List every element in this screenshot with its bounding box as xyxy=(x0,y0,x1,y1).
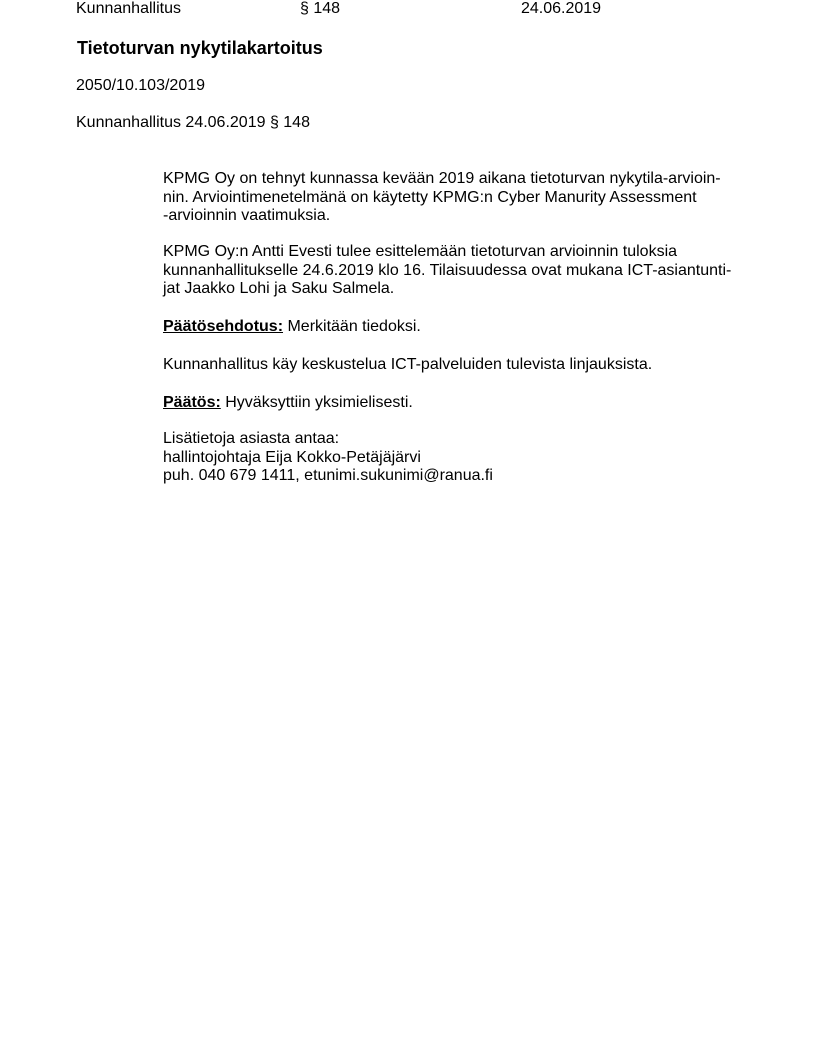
decision-text: Hyväksyttiin yksimielisesti. xyxy=(220,394,413,411)
meeting-reference: Kunnanhallitus 24.06.2019 § 148 xyxy=(76,114,310,131)
paragraph-line: kunnanhallitukselle 24.6.2019 klo 16. Tilaisuudessa ovat mukana ICT-asiantunti- xyxy=(163,261,732,279)
paragraph-line: KPMG Oy on tehnyt kunnassa kevään 2019 aikana tietoturvan nykytila-arvioin- xyxy=(163,170,721,187)
paragraph-presentation xyxy=(163,243,743,299)
contact-line: hallintojohtaja Eija Kokko-Petäjäjärvi xyxy=(163,448,421,466)
diary-number: 2050/10.103/2019 xyxy=(76,77,206,94)
decision-label: Päätös: xyxy=(163,394,221,411)
document-title: Tietoturvan nykytilakartoitus xyxy=(77,38,323,58)
decision-paragraph xyxy=(163,394,743,413)
header-paragraph: § 148 xyxy=(300,0,341,17)
contact-line: puh. 040 679 1411, etunimi.sukunimi@ranua.fi xyxy=(163,467,493,484)
paragraph-line: jat Jaakko Lohi ja Saku Salmela. xyxy=(163,280,395,297)
paragraph-line: -arvioinnin vaatimuksia. xyxy=(163,207,331,224)
header-date: 24.06.2019 xyxy=(521,0,602,17)
header-organ: Kunnanhallitus xyxy=(76,0,181,17)
proposal-paragraph xyxy=(163,318,743,337)
contact-info xyxy=(163,430,743,486)
paragraph-line: nin. Arviointimenetelmänä on käytetty KPMG:n Cyber Manurity Assessment xyxy=(163,188,697,206)
proposal-label: Päätösehdotus: xyxy=(163,318,284,335)
discussion-text: Kunnanhallitus käy keskustelua ICT-palveluiden tulevista linjauksista. xyxy=(163,356,653,373)
contact-line: Lisätietoja asiasta antaa: xyxy=(163,430,340,447)
paragraph-line: KPMG Oy:n Antti Evesti tulee esittelemään tietoturvan arvioinnin tuloksia xyxy=(163,243,678,260)
discussion-paragraph xyxy=(163,356,743,375)
paragraph-assessment xyxy=(163,170,743,226)
proposal-text: Merkitään tiedoksi. xyxy=(283,318,421,335)
